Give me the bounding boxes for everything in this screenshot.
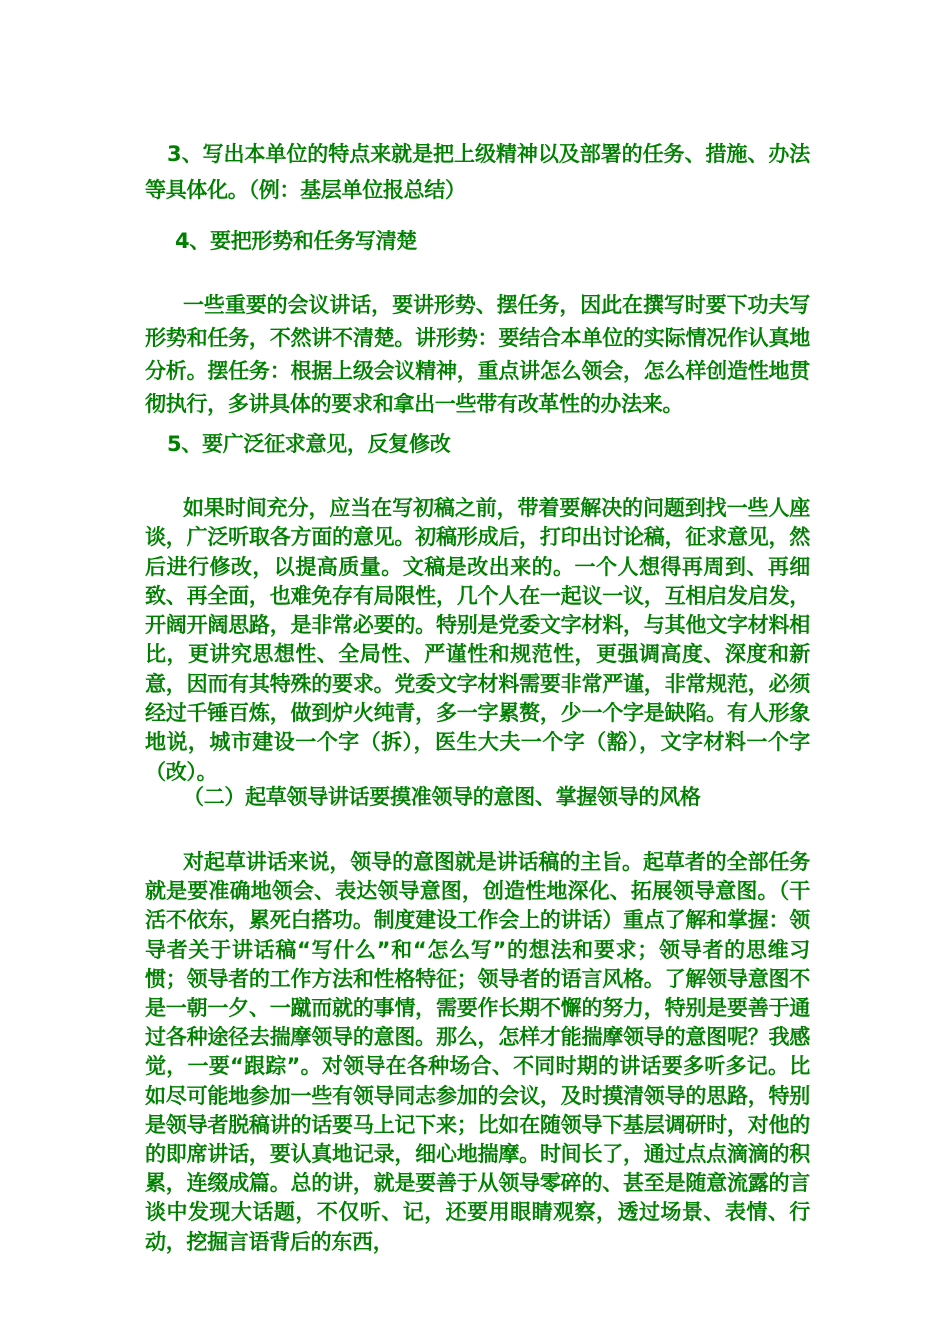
paragraph-point-3: 3、写出本单位的特点来就是把上级精神以及部署的任务、措施、办法等具体化。（例：基层单位报总结） <box>145 142 810 202</box>
paragraph-leader-intent: 对起草讲话来说，领导的意图就是讲话稿的主旨。起草者的全部任务就是要准确地领会、表达领导意图，创造性地深化、拓展领导意图。（干活不依东，累死白搭功。制度建设工作会上的讲话）重点了解和掌握：领导者关于讲话稿“写什么”和“怎么写”的想法和要求；领导者的思维习惯；领导者的工作方法和性格特征；领导者的语言风格。了解领导意图不是一朝一夕、一蹴而就的事情，需要作长期不懈的努力，特别是要善于通过各种途径去揣摩领导的意图。那么，怎样才能揣摩领导的意图呢？我感觉，一要“跟踪”。对领导在各种场合、不同时期的讲话要多听多记。比如尽可能地参加一些有领导同志参加的会议，及时摸清领导的思路，特别是领导者脱稿讲的话要马上记下来；比如在随领导下基层调研时，对他的的即席讲话，要认真地记录，细心地揣摩。时间长了，通过点点滴滴的积累，连缀成篇。总的讲，就是要善于从领导零碎的、甚至是随意流露的言谈中发现大话题，不仅听、记，还要用眼睛观察，透过场景、表情、行动，挖掘言语背后的东西， <box>145 850 810 1254</box>
paragraph-situation-tasks: 一些重要的会议讲话，要讲形势、摆任务，因此在撰写时要下功夫写形势和任务，不然讲不清楚。讲形势：要结合本单位的实际情况作认真地分析。摆任务：根据上级会议精神，重点讲怎么领会，怎么样创造性地贯彻执行，多讲具体的要求和拿出一些带有改革性的办法来。 <box>145 293 810 416</box>
heading-point-4: 4、要把形势和任务写清楚 <box>175 229 418 253</box>
paragraph-revision: 如果时间充分，应当在写初稿之前，带着要解决的问题到找一些人座谈，广泛听取各方面的意见。初稿形成后，打印出讨论稿，征求意见，然后进行修改，以提高质量。文稿是改出来的。一个人想得再周到、再细致、再全面，也难免存有局限性，几个人在一起议一议，互相启发启发，开阔开阔思路，是非常必要的。特别是党委文字材料，与其他文字材料相比，更讲究思想性、全局性、严谨性和规范性，更强调高度、深度和新意，因而有其特殊的要求。党委文字材料需要非常严谨，非常规范，必须经过千锤百炼，做到炉火纯青，多一字累赘，少一个字是缺陷。有人形象地说，城市建设一个字（拆），医生大夫一个字（豁），文字材料一个字（改）。 <box>145 496 810 784</box>
heading-section-two: （二）起草领导讲话要摸准领导的意图、掌握领导的风格 <box>183 785 701 809</box>
heading-point-5: 5、要广泛征求意见，反复修改 <box>167 432 451 456</box>
